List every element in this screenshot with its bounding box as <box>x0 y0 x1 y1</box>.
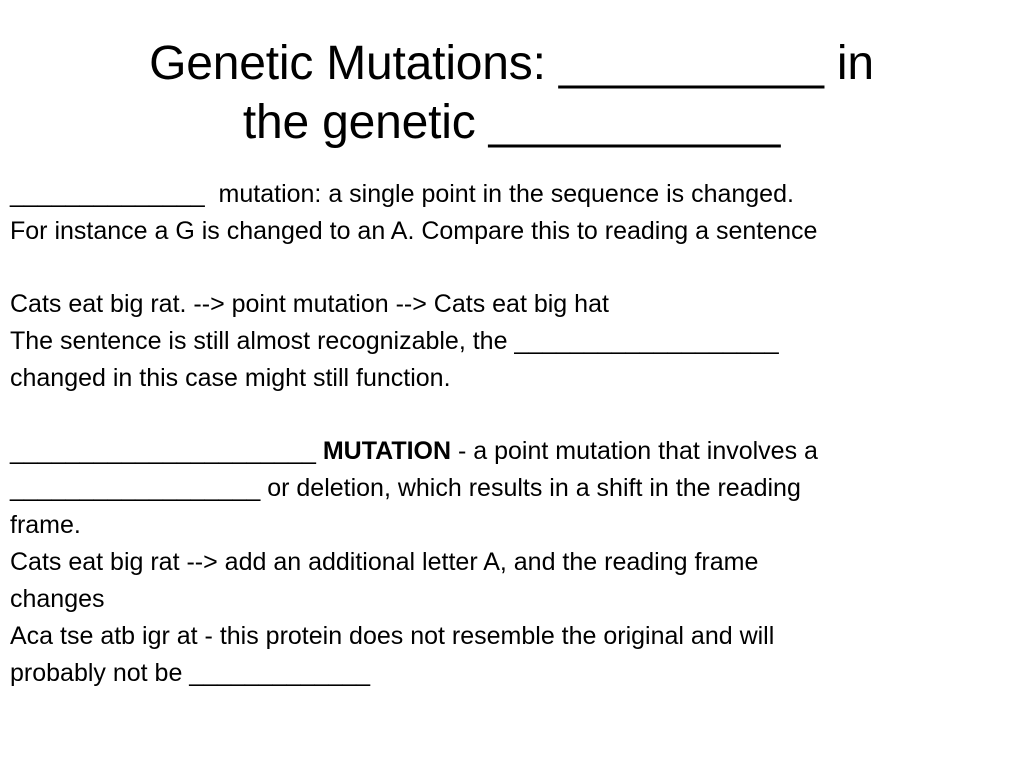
paragraph-gap <box>10 397 1018 433</box>
body-line: For instance a G is changed to an A. Compare this to reading a sentence <box>10 217 818 245</box>
frameshift-mutation-section <box>10 433 1018 692</box>
body-line <box>10 433 1018 470</box>
body-line: ______________ mutation: a single point in the sequence is changed. <box>10 180 794 208</box>
body-line: changes <box>10 585 105 613</box>
slide-body <box>10 176 1018 692</box>
body-line: probably not be _____________ <box>10 659 371 687</box>
body-line: changed in this case might still function. <box>10 364 451 392</box>
body-line: The sentence is still almost recognizable, the ___________________ <box>10 327 779 355</box>
blank: ______________________ <box>10 437 323 465</box>
title-line-2: the genetic ___________ <box>242 96 781 149</box>
body-line: Aca tse atb igr at - this protein does not resemble the original and will <box>10 622 775 650</box>
slide-title <box>0 34 1023 152</box>
paragraph-gap <box>10 250 1018 286</box>
body-line: Cats eat big rat. --> point mutation --> Cats eat big hat <box>10 290 609 318</box>
point-mutation-section <box>10 176 1018 250</box>
body-line: frame. <box>10 511 81 539</box>
mutation-term: MUTATION <box>322 437 452 465</box>
sentence-example-section <box>10 286 1018 397</box>
definition-text: - a point mutation that involves a <box>451 437 818 465</box>
body-line: Cats eat big rat --> add an additional letter A, and the reading frame <box>10 548 759 576</box>
body-line: __________________ or deletion, which results in a shift in the reading <box>10 474 801 502</box>
title-line-1: Genetic Mutations: __________ in <box>149 37 874 90</box>
